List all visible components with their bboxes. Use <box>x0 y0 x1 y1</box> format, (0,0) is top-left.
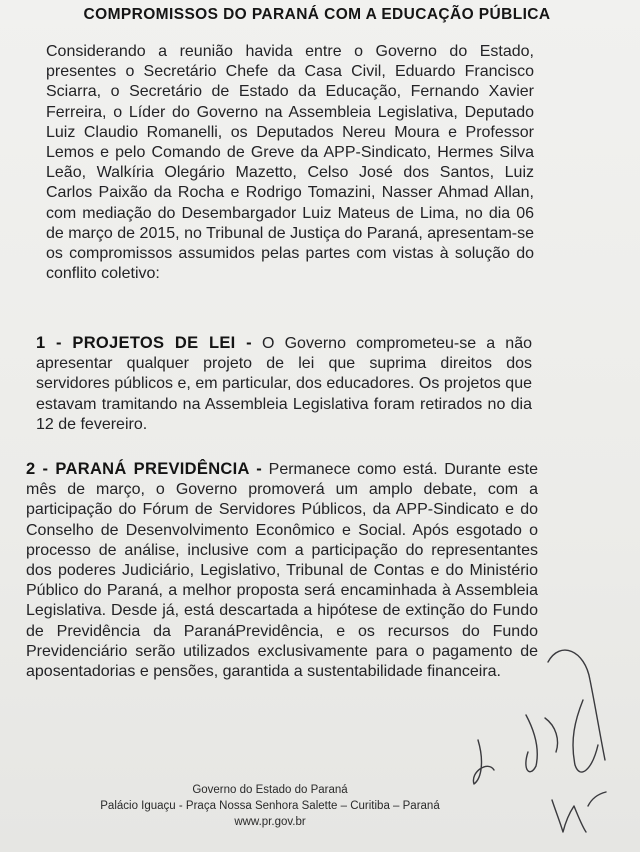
section-heading-parana-previdencia: 2 - PARANÁ PREVIDÊNCIA - <box>26 460 262 478</box>
signature-stroke <box>548 650 605 760</box>
section-text-projetos-de-lei: O Governo comprometeu-se a não apresentar qualquer projeto de lei que suprima direitos dos servidores públicos e, em particular, dos educadores. Os projetos que estavam tramitando na Assembleia Legislativa foram retirados no dia 12 de fevereiro. <box>36 335 532 433</box>
footer-line-website: www.pr.gov.br <box>234 816 306 828</box>
footer-line-government: Governo do Estado do Paraná <box>192 784 348 796</box>
signature-stroke <box>473 740 494 784</box>
document-footer <box>60 782 480 830</box>
footer-line-address: Palácio Iguaçu - Praça Nossa Senhora Salette – Curitiba – Paraná <box>100 800 440 812</box>
signature-stroke <box>573 700 598 772</box>
intro-paragraph: Considerando a reunião havida entre o Governo do Estado, presentes o Secretário Chefe da Casa Civil, Eduardo Francisco Sciarra, o Secretário de Estado da Educação, Fernando Xavier Ferreira, o Líder do Governo na Assembleia Legislativa, Deputado Luiz Claudio Romanelli, os Deputados Nereu Moura e Professor Lemos e pelo Comando de Greve da APP-Sindicato, Hermes Silva Leão, Walkíria Olegário Mazetto, Celso José dos Santos, Luiz Carlos Paixão da Rocha e Rodrigo Tomazini, Nasser Ahmad Allan, com mediação do Desembargador Luiz Mateus de Lima, no dia 06 de março de 2015, no Tribunal de Justiça do Paraná, apresentam-se os compromissos assumidos pelas partes com vistas à solução do conflito coletivo: <box>46 43 534 283</box>
document-title: COMPROMISSOS DO PARANÁ COM A EDUCAÇÃO PÚBLICA <box>83 6 551 23</box>
signature-stroke <box>552 800 586 832</box>
section-heading-projetos-de-lei: 1 - PROJETOS DE LEI - <box>36 334 252 352</box>
signature-stroke <box>545 718 558 752</box>
signature-stroke <box>526 715 537 772</box>
signature-stroke <box>588 792 606 806</box>
section-text-parana-previdencia: Permanece como está. Durante este mês de março, o Governo promoverá um amplo debate, com a participação do Fórum de Servidores Públicos, da APP-Sindicato e do Conselho de Desenvolvimento Econômico e Social. Após esgotado o processo de análise, inclusive com a participação do representantes dos poderes Judiciário, Legislativo, Tribunal de Contas e do Ministério Público do Paraná, a melhor proposta será encaminhada à Assembleia Legislativa. Desde já, está descartada a hipótese de extinção do Fundo de Previdência da ParanáPrevidência, e os recursos do Fundo Previdenciário serão utilizados exclusivamente para o pagamento de aposentadorias e pensões, garantida a sustentabilidade financeira. <box>26 461 538 681</box>
section-projetos-de-lei <box>36 333 532 435</box>
section-parana-previdencia <box>26 459 538 682</box>
